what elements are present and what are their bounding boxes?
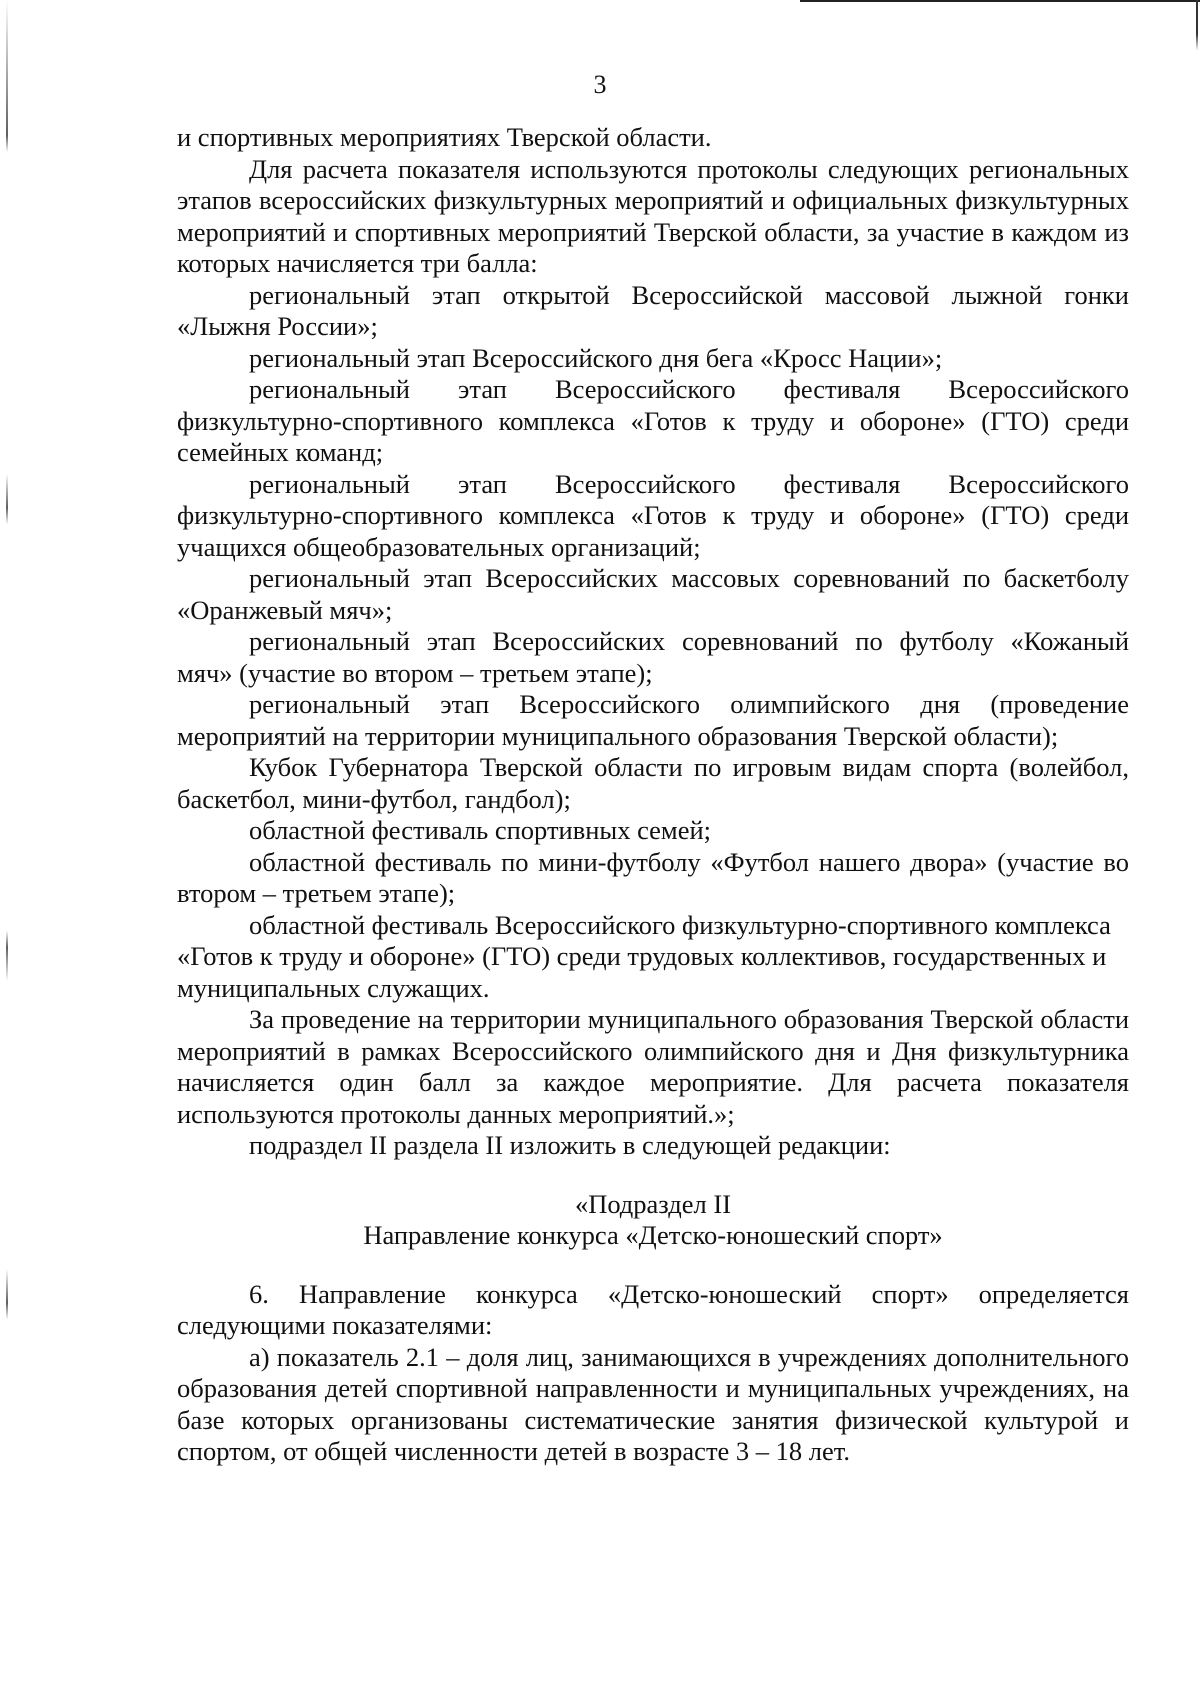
list-item: региональный этап Всероссийских массовых соревнований по баскетболу «Оранжевый мяч»;: [177, 563, 1129, 625]
scan-edge-left: [6, 0, 8, 1692]
subsection-subtitle: Направление конкурса «Детско-юношеский спорт»: [363, 1220, 943, 1250]
paragraph: 6. Направление конкурса «Детско-юношеский спорт» определяется следующими показателями:: [177, 1278, 1129, 1340]
list-item: Кубок Губернатора Тверской области по игровым видам спорта (волейбол, баскетбол, мини-футбол, гандбол);: [177, 752, 1129, 814]
list-item: региональный этап Всероссийского фестиваля Всероссийского физкультурно-спортивного комплекса «Готов к труду и обороне» (ГТО) среди семейных команд;: [177, 374, 1129, 467]
paragraph: а) показатель 2.1 – доля лиц, занимающихся в учреждениях дополнительного образования детей спортивной направленности и муниципальных учреждениях, на базе которых организованы систематические занятия физической культурой и спортом, от общей численности детей в возрасте 3 – 18 лет.: [177, 1341, 1129, 1466]
scan-edge-right: [1196, 0, 1198, 1692]
paragraph: Для расчета показателя используются протоколы следующих региональных этапов всероссийских физкультурных мероприятий и официальных физкультурных мероприятий и спортивных мероприятий Тверской области, за участие в каждом из которых начисляется три балла:: [177, 153, 1129, 278]
list-item: региональный этап Всероссийского олимпийского дня (проведение мероприятий на территории муниципального образования Тверской области);: [177, 689, 1129, 751]
list-item: региональный этап Всероссийских соревнований по футболу «Кожаный мяч» (участие во втором – третьем этапе);: [177, 626, 1129, 688]
page-number: 3: [593, 70, 607, 99]
paragraph: За проведение на территории муниципального образования Тверской области мероприятий в рамках Всероссийского олимпийского дня и Дня физкультурника начисляется один балл за каждое мероприятие. Для расчета показателя используются протоколы данных мероприятий.»;: [177, 1004, 1129, 1129]
paragraph: и спортивных мероприятиях Тверской области.: [177, 122, 712, 152]
list-item: региональный этап Всероссийского фестиваля Всероссийского физкультурно-спортивного комплекса «Готов к труду и обороне» (ГТО) среди учащихся общеобразовательных организаций;: [177, 468, 1129, 562]
list-item: региональный этап открытой Всероссийской массовой лыжной гонки «Лыжня России»;: [177, 279, 1129, 341]
list-item: областной фестиваль спортивных семей;: [249, 815, 712, 845]
list-item: областной фестиваль по мини-футболу «Футбол нашего двора» (участие во втором – третьем этапе);: [177, 846, 1129, 908]
subsection-title: «Подраздел II: [574, 1188, 732, 1219]
list-item: областной фестиваль Всероссийского физкультурно-спортивного комплекса «Готов к труду и обороне» (ГТО) среди трудовых коллективов, государственных и муниципальных служащих.: [177, 909, 1111, 1003]
list-item: региональный этап Всероссийского дня бега «Кросс Нации»;: [249, 342, 943, 373]
paragraph: подраздел II раздела II изложить в следующей редакции:: [249, 1130, 891, 1160]
scan-edge-top: [800, 0, 1200, 6]
document-body: [177, 122, 1129, 1468]
